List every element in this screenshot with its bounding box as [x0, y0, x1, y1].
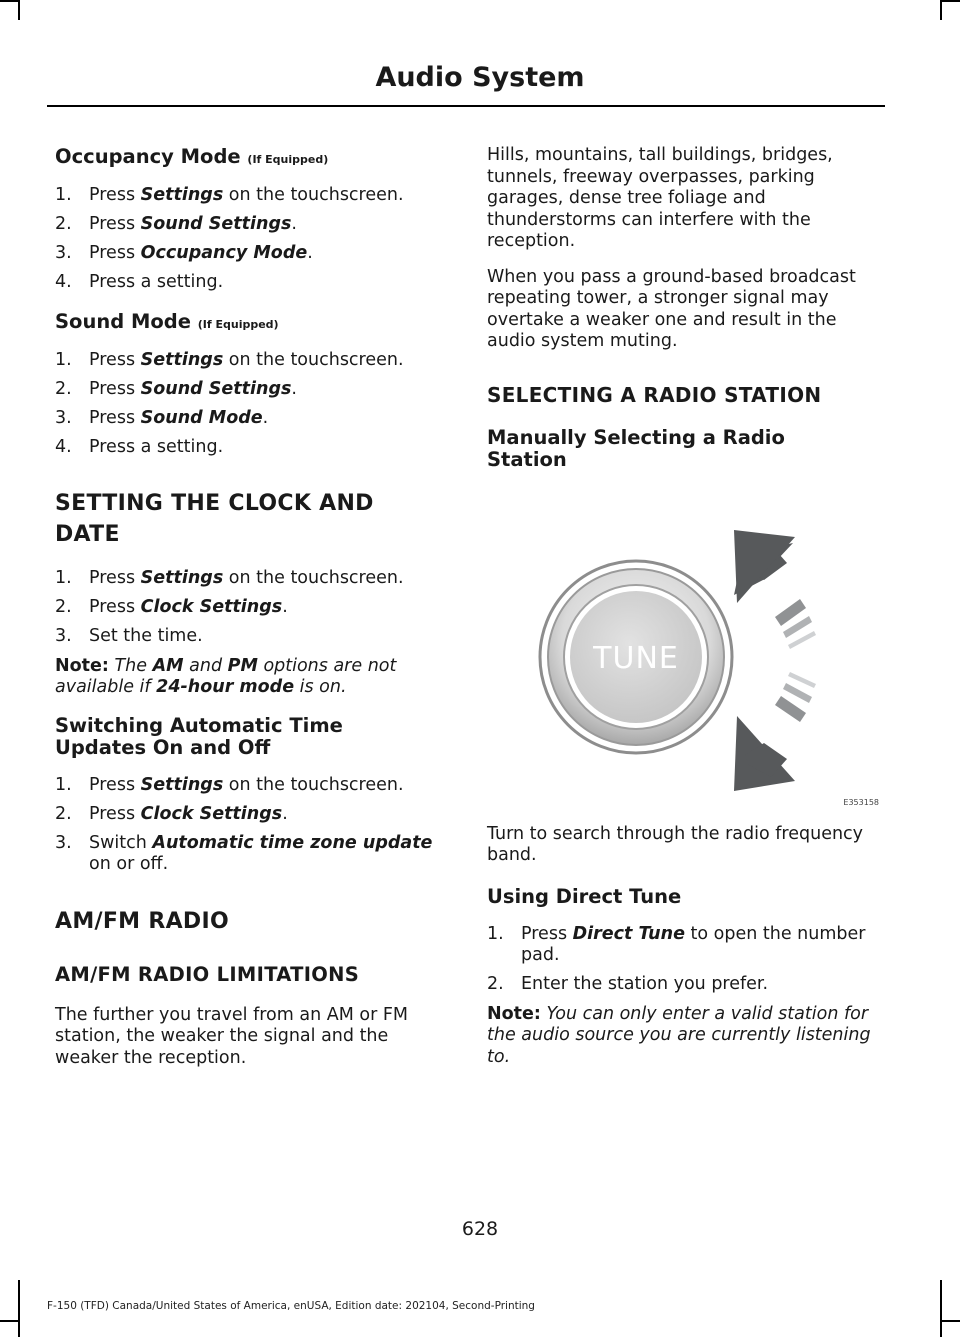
- step-text: Press: [89, 407, 141, 428]
- note-24h-mode: 24-hour mode: [156, 677, 295, 697]
- step-text: Press: [521, 923, 573, 944]
- auto-time-title-line1: Switching Automatic Time: [55, 713, 343, 737]
- list-item: [55, 626, 440, 648]
- clock-section-heading: [55, 488, 440, 550]
- step-text: to open the number pad.: [521, 923, 866, 965]
- occupancy-mode-heading: [55, 145, 440, 171]
- clock-title-line2: DATE: [55, 522, 120, 547]
- page-title: Audio System: [375, 62, 585, 93]
- arrow-down-icon: [734, 672, 816, 791]
- turn-text: Turn to search through the radio frequency band.: [487, 823, 864, 865]
- step-number: 3.: [55, 832, 72, 853]
- step-command: Sound Mode: [140, 407, 263, 428]
- step-number: 4.: [55, 272, 72, 292]
- step-command: Settings: [140, 349, 224, 370]
- step-text: Press a setting.: [89, 272, 224, 292]
- note-label: Note:: [487, 1003, 541, 1024]
- sound-mode-heading: [55, 310, 440, 336]
- step-text: Press: [89, 568, 141, 588]
- auto-time-heading: [55, 715, 440, 759]
- list-item: [55, 408, 440, 430]
- step-text: Press: [89, 185, 141, 205]
- step-number: 1.: [55, 568, 72, 588]
- list-item: [55, 775, 440, 797]
- manual-select-heading: [487, 427, 882, 471]
- step-text: .: [291, 378, 297, 399]
- step-command: Sound Settings: [140, 214, 292, 234]
- clock-note: [55, 656, 440, 699]
- occupancy-mode-title: Occupancy Mode: [55, 145, 241, 168]
- list-item: [55, 804, 440, 826]
- step-text: .: [262, 407, 269, 428]
- step-number: 3.: [55, 626, 72, 646]
- interference-text: Hills, mountains, tall buildings, bridges, tunnels, freeway overpasses, parking garages, dense tree foliage and thunderstorms can interfere with the reception.: [487, 145, 833, 251]
- step-command: Clock Settings: [140, 597, 283, 617]
- list-item: [55, 350, 440, 372]
- note-text: You can only enter a valid station for the audio source you are currently listening to.: [487, 1003, 871, 1067]
- clock-title-line1: SETTING THE CLOCK AND: [55, 491, 374, 516]
- step-number: 1.: [487, 923, 504, 944]
- auto-time-title-line2: Updates On and Off: [55, 735, 271, 759]
- list-item: [55, 379, 440, 401]
- note-text: The: [108, 655, 153, 676]
- note-am: AM: [152, 655, 184, 676]
- step-text: Switch: [89, 832, 153, 853]
- knob-label: TUNE: [593, 640, 679, 676]
- list-item: [487, 974, 882, 996]
- selecting-station-heading: SELECTING A RADIO STATION: [487, 382, 822, 407]
- occupancy-equipped-tag: (If Equipped): [247, 153, 329, 166]
- step-text: on the touchscreen.: [223, 349, 404, 370]
- list-item: [55, 437, 440, 459]
- edition-footer: F-150 (TFD) Canada/United States of America, enUSA, Edition date: 202104, Second-Printing: [47, 1300, 535, 1312]
- step-number: 1.: [55, 774, 72, 795]
- crop-mark: [18, 1280, 20, 1337]
- step-command: Automatic time zone update: [152, 832, 433, 853]
- step-text: on the touchscreen.: [223, 185, 404, 205]
- crop-mark: [18, 0, 20, 20]
- step-number: 2.: [55, 378, 72, 399]
- step-command: Sound Settings: [140, 378, 292, 399]
- step-text: Press: [89, 378, 141, 399]
- step-text: Press: [89, 803, 141, 824]
- note-pm: PM: [227, 655, 258, 676]
- left-column: [55, 145, 440, 1083]
- step-text: on or off.: [89, 854, 169, 874]
- step-number: 2.: [55, 214, 72, 234]
- manual-title-line1: Manually Selecting a Radio: [487, 425, 785, 449]
- step-command: Settings: [140, 185, 224, 205]
- step-text: Press: [89, 774, 141, 795]
- arrow-up-icon: [734, 530, 816, 649]
- step-text: .: [282, 803, 288, 824]
- list-item: [55, 568, 440, 590]
- crop-mark: [0, 1320, 18, 1322]
- page-number: 628: [461, 1218, 499, 1240]
- tune-knob-illustration: [487, 485, 882, 810]
- step-text: Press a setting.: [89, 436, 224, 457]
- step-text: Set the time.: [89, 626, 203, 646]
- crop-mark: [940, 0, 942, 20]
- step-command: Clock Settings: [140, 803, 283, 824]
- step-command: Occupancy Mode: [140, 243, 308, 263]
- direct-tune-note: [487, 1004, 882, 1069]
- list-item: [55, 243, 440, 265]
- crop-mark: [942, 1320, 960, 1322]
- sound-equipped-tag: (If Equipped): [197, 317, 279, 331]
- amfm-radio-heading: AM/FM RADIO: [55, 908, 229, 934]
- note-label: Note:: [55, 655, 109, 676]
- header-divider: [47, 105, 885, 107]
- list-item: [487, 924, 882, 967]
- crop-mark: [0, 0, 18, 2]
- note-text: is on.: [294, 677, 347, 697]
- list-item: [55, 833, 440, 876]
- manual-title-line2: Station: [487, 447, 567, 471]
- note-text: options are not available if: [55, 655, 397, 697]
- step-text: Press: [89, 243, 141, 263]
- crop-mark: [942, 0, 960, 2]
- step-text: on the touchscreen.: [223, 568, 404, 588]
- list-item: [55, 272, 440, 294]
- list-item: [55, 214, 440, 236]
- step-text: .: [282, 597, 288, 617]
- step-text: Press: [89, 214, 141, 234]
- crop-mark: [940, 1280, 942, 1337]
- step-number: 2.: [487, 974, 504, 994]
- step-number: 3.: [55, 243, 72, 263]
- step-text: Enter the station you prefer.: [521, 974, 769, 994]
- tune-knob-figure: [487, 485, 882, 810]
- step-number: 4.: [55, 436, 72, 457]
- amfm-limitations-heading: AM/FM RADIO LIMITATIONS: [55, 962, 360, 986]
- figure-code: E353158: [843, 797, 879, 807]
- list-item: [55, 597, 440, 619]
- step-text: .: [291, 214, 297, 234]
- step-text: Press: [89, 597, 141, 617]
- note-text: and: [183, 655, 228, 676]
- right-column: [487, 145, 882, 1082]
- step-number: 2.: [55, 803, 72, 824]
- step-number: 1.: [55, 349, 72, 370]
- auto-time-steps: [55, 775, 440, 876]
- step-number: 2.: [55, 597, 72, 617]
- step-text: Press: [89, 349, 141, 370]
- tower-text: When you pass a ground-based broadcast repeating tower, a stronger signal may overtake a weaker one and result in the audio system muting.: [487, 266, 856, 351]
- direct-tune-heading: Using Direct Tune: [487, 884, 682, 908]
- step-number: 1.: [55, 185, 72, 205]
- amfm-limitations-text: The further you travel from an AM or FM station, the weaker the signal and the weaker the reception.: [55, 1004, 409, 1068]
- step-command: Settings: [140, 568, 224, 588]
- list-item: [55, 185, 440, 207]
- step-number: 3.: [55, 407, 72, 428]
- occupancy-steps: [55, 185, 440, 294]
- direct-tune-steps: [487, 924, 882, 996]
- sound-steps: [55, 350, 440, 459]
- sound-mode-title: Sound Mode: [55, 309, 191, 333]
- step-command: Direct Tune: [572, 923, 685, 944]
- step-text: .: [307, 243, 313, 263]
- step-command: Settings: [140, 774, 224, 795]
- clock-steps: [55, 568, 440, 648]
- step-text: on the touchscreen.: [223, 774, 404, 795]
